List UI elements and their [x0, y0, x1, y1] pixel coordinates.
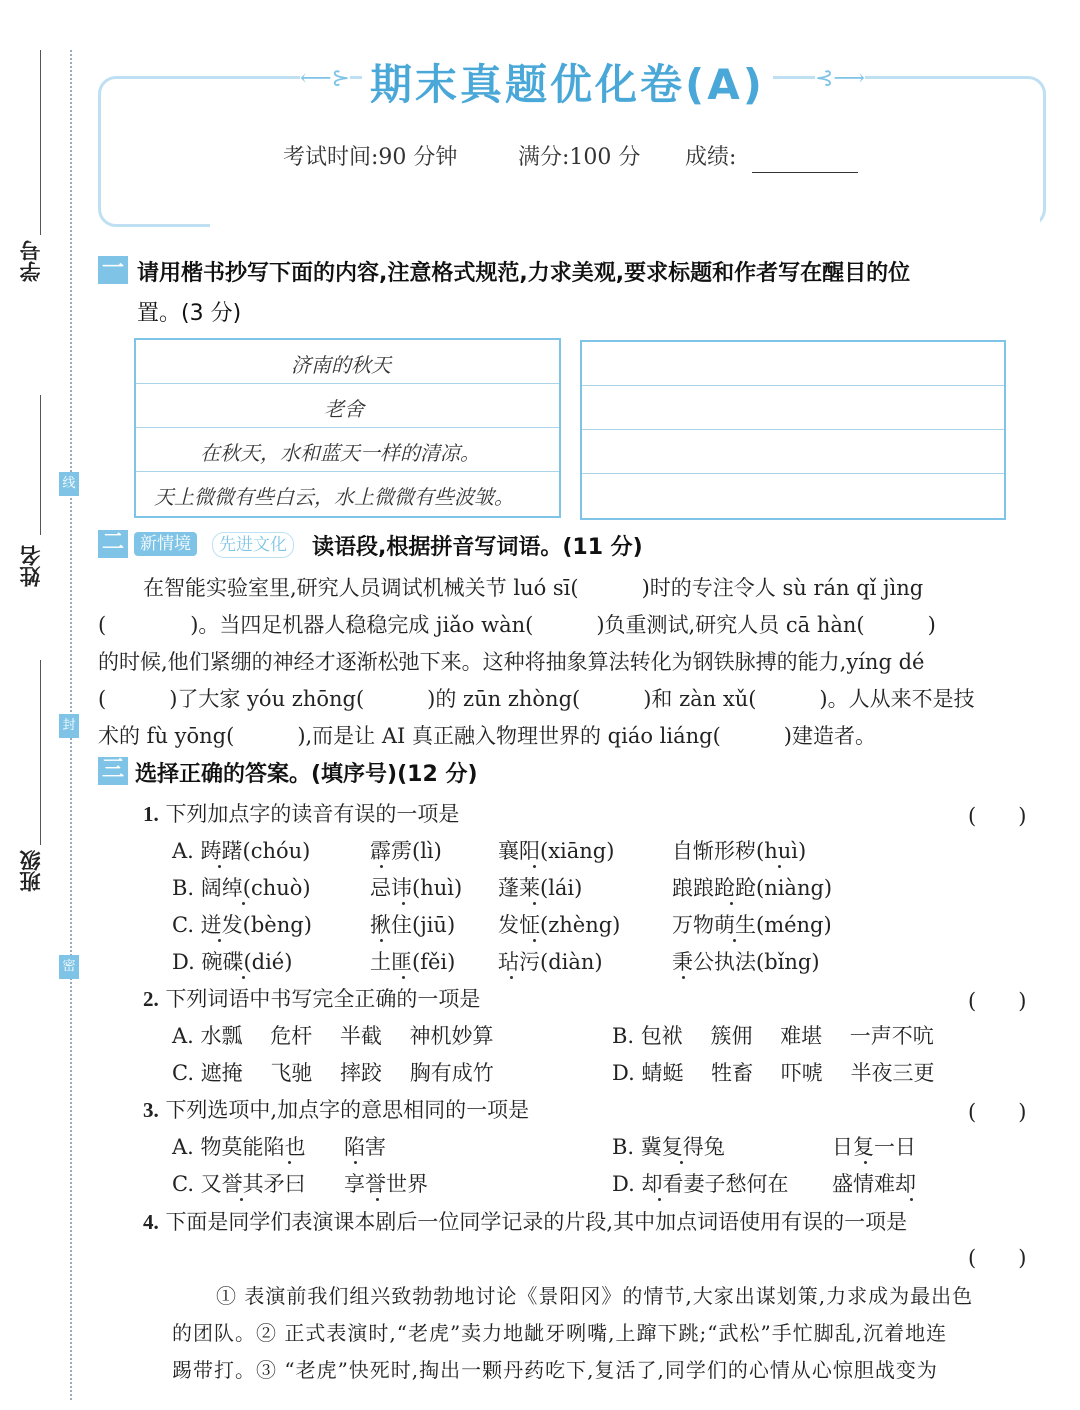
- seal-mark-seal: 封: [59, 714, 79, 738]
- q3-option-b2: 日复一日: [832, 1135, 916, 1159]
- q4-answer-blank[interactable]: ( ): [968, 1246, 1027, 1270]
- q1-option-a4: 自惭形秽(huì): [672, 839, 807, 863]
- q1-option-b1: B. 阔绰(chuò): [172, 876, 311, 900]
- emphasis-dot: [730, 902, 733, 905]
- emphasis-dot: [242, 902, 245, 905]
- q1-option-a3: 襄阳(xiāng): [498, 839, 615, 863]
- class-label: 班级: [19, 850, 43, 892]
- q4-passage-line-2: 的团队。② 正式表演时,“老虎”卖力地龇牙咧嘴,上蹿下跳;“武松”手忙脚乱,沉着地连: [172, 1321, 948, 1345]
- emphasis-dot: [733, 939, 736, 942]
- source-author: 老舍: [324, 397, 364, 421]
- emphasis-dot: [242, 976, 245, 979]
- q2-option-c: C. 遮掩 飞驰 摔跤 胸有成竹: [172, 1061, 494, 1085]
- emphasis-dot: [218, 865, 221, 868]
- q1-option-b3: 蓬莱(lái): [498, 876, 583, 900]
- q2-stem: 2. 下列词语中书写完全正确的一项是: [143, 987, 481, 1011]
- emphasis-dot: [864, 1161, 867, 1164]
- passage-line-1: 在智能实验室里,研究人员调试机械关节 luó sī( )时的专注令人 sù rán qǐ jìng: [143, 576, 924, 600]
- q2-option-d: D. 蜻蜓 牲畜 吓唬 半夜三更: [612, 1061, 935, 1085]
- q4-stem: 4. 下面是同学们表演课本剧后一位同学记录的片段,其中加点词语使用有误的一项是: [143, 1210, 908, 1234]
- source-title: 济南的秋天: [291, 353, 391, 377]
- emphasis-dot: [680, 1161, 683, 1164]
- emphasis-dot: [288, 1161, 291, 1164]
- emphasis-dot: [354, 1161, 357, 1164]
- student-id-label: 学号: [19, 240, 43, 282]
- page-title: 期末真题优化卷(A): [362, 52, 773, 112]
- advanced-culture-tag: 先进文化: [212, 532, 294, 558]
- emphasis-dot: [510, 976, 513, 979]
- new-context-tag: 新情境: [134, 532, 197, 556]
- header-frame-gap: [210, 206, 1040, 228]
- left-ornament-icon: ⟵⊱: [300, 66, 350, 91]
- emphasis-dot: [376, 1198, 379, 1201]
- emphasis-dot: [240, 1198, 243, 1201]
- source-line-1: 在秋天，水和蓝天一样的清凉。: [200, 441, 480, 465]
- q3-option-b1: B. 冀复得兔: [612, 1135, 725, 1159]
- emphasis-dot: [910, 1198, 913, 1201]
- emphasis-dot: [682, 976, 685, 979]
- full-score: 满分:100 分: [518, 145, 641, 170]
- exam-time: 考试时间:90 分钟: [283, 145, 458, 170]
- margin-line-mid: [40, 395, 41, 535]
- emphasis-dot: [218, 939, 221, 942]
- section1-instruction: 请用楷书抄写下面的内容,注意格式规范,力求美观,要求标题和作者写在醒目的位: [137, 261, 911, 286]
- q3-option-d1: D. 却看妻子愁何在: [612, 1172, 789, 1196]
- passage-line-5: 术的 fù yōng( ),而是让 AI 真正融入物理世界的 qiáo liáng( )建造者。: [98, 724, 876, 748]
- q3-option-c1: C. 又誉其矛曰: [172, 1172, 306, 1196]
- q1-option-b4: 踉踉跄跄(niàng): [672, 876, 833, 900]
- q2-option-b: B. 包袱 簇佣 难堪 一声不吭: [612, 1024, 934, 1048]
- right-ornament-icon: ⊰⟶: [815, 66, 865, 91]
- seal-mark-secret: 密: [59, 955, 79, 979]
- q1-option-c4: 万物萌生(méng): [672, 913, 832, 937]
- emphasis-dot: [533, 939, 536, 942]
- passage-line-2: ( )。当四足机器人稳稳完成 jiǎo wàn( )负重测试,研究人员 cā hàn( ): [98, 613, 936, 637]
- q1-option-c3: 发怔(zhèng): [498, 913, 621, 937]
- name-label: 姓名: [19, 545, 43, 587]
- emphasis-dot: [778, 865, 781, 868]
- q1-option-d2: 土匪(fěi): [370, 950, 456, 974]
- seal-mark-line: 线: [59, 472, 79, 496]
- q1-option-d3: 玷污(diàn): [498, 950, 603, 974]
- emphasis-dot: [658, 1198, 661, 1201]
- q1-option-b2: 忌讳(huì): [370, 876, 463, 900]
- section-number-2: 二: [98, 530, 128, 558]
- passage-line-4: ( )了大家 yóu zhōng( )的 zūn zhòng( )和 zàn xǔ( )。人从来不是技: [98, 687, 975, 711]
- copy-answer-grid[interactable]: [580, 340, 1006, 520]
- q1-option-c2: 揪住(jiū): [370, 913, 456, 937]
- q1-answer-blank[interactable]: ( ): [968, 804, 1027, 828]
- margin-line-top: [40, 50, 41, 235]
- q1-option-d1: D. 碗碟(dié): [172, 950, 293, 974]
- emphasis-dot: [402, 976, 405, 979]
- q3-stem: 3. 下列选项中,加点字的意思相同的一项是: [143, 1098, 530, 1122]
- score-blank[interactable]: [752, 172, 858, 173]
- q2-option-a: A. 水瓢 危杆 半截 神机妙算: [172, 1024, 494, 1048]
- section-number-3: 三: [98, 757, 128, 785]
- margin-line-mid2: [40, 660, 41, 845]
- section-number-1: 一: [98, 256, 128, 284]
- q1-option-a2: 霹雳(lì): [370, 839, 442, 863]
- passage-line-3: 的时候,他们紧绷的神经才逐渐松弛下来。这种将抽象算法转化为钢铁脉搏的能力,yíng dé: [98, 650, 925, 674]
- emphasis-dot: [380, 865, 383, 868]
- q3-answer-blank[interactable]: ( ): [968, 1100, 1027, 1124]
- q4-passage-line-3: 踢带打。③ “老虎”快死时,掏出一颗丹药吃下,复活了,同学们的心情从心惊胆战变为: [172, 1358, 938, 1382]
- q3-option-c2: 享誉世界: [344, 1172, 428, 1196]
- section2-title: 读语段,根据拼音写词语。(11 分): [312, 535, 643, 560]
- q1-stem: 1. 下列加点字的读音有误的一项是: [143, 802, 460, 826]
- q3-option-d2: 盛情难却: [832, 1172, 916, 1196]
- emphasis-dot: [533, 902, 536, 905]
- q1-option-a1: A. 踌躇(chóu): [172, 839, 311, 863]
- q3-option-a1: A. 物莫能陷也: [172, 1135, 306, 1159]
- section3-title: 选择正确的答案。(填序号)(12 分): [135, 762, 478, 787]
- source-line-2: 天上微微有些白云，水上微微有些波皱。: [154, 485, 514, 509]
- q2-answer-blank[interactable]: ( ): [968, 989, 1027, 1013]
- copy-source-grid: [134, 338, 561, 518]
- emphasis-dot: [533, 865, 536, 868]
- emphasis-dot: [380, 939, 383, 942]
- emphasis-dot: [402, 902, 405, 905]
- q3-option-a2: 陷害: [344, 1135, 386, 1159]
- q1-option-d4: 秉公执法(bǐng): [672, 950, 820, 974]
- score-label: 成绩:: [685, 145, 737, 170]
- q1-option-c1: C. 迸发(bèng): [172, 913, 312, 937]
- q4-passage-line-1: ① 表演前我们组兴致勃勃地讨论《景阳冈》的情节,大家出谋划策,力求成为最出色: [216, 1284, 974, 1308]
- section1-instruction-cont: 置。(3 分): [137, 301, 242, 326]
